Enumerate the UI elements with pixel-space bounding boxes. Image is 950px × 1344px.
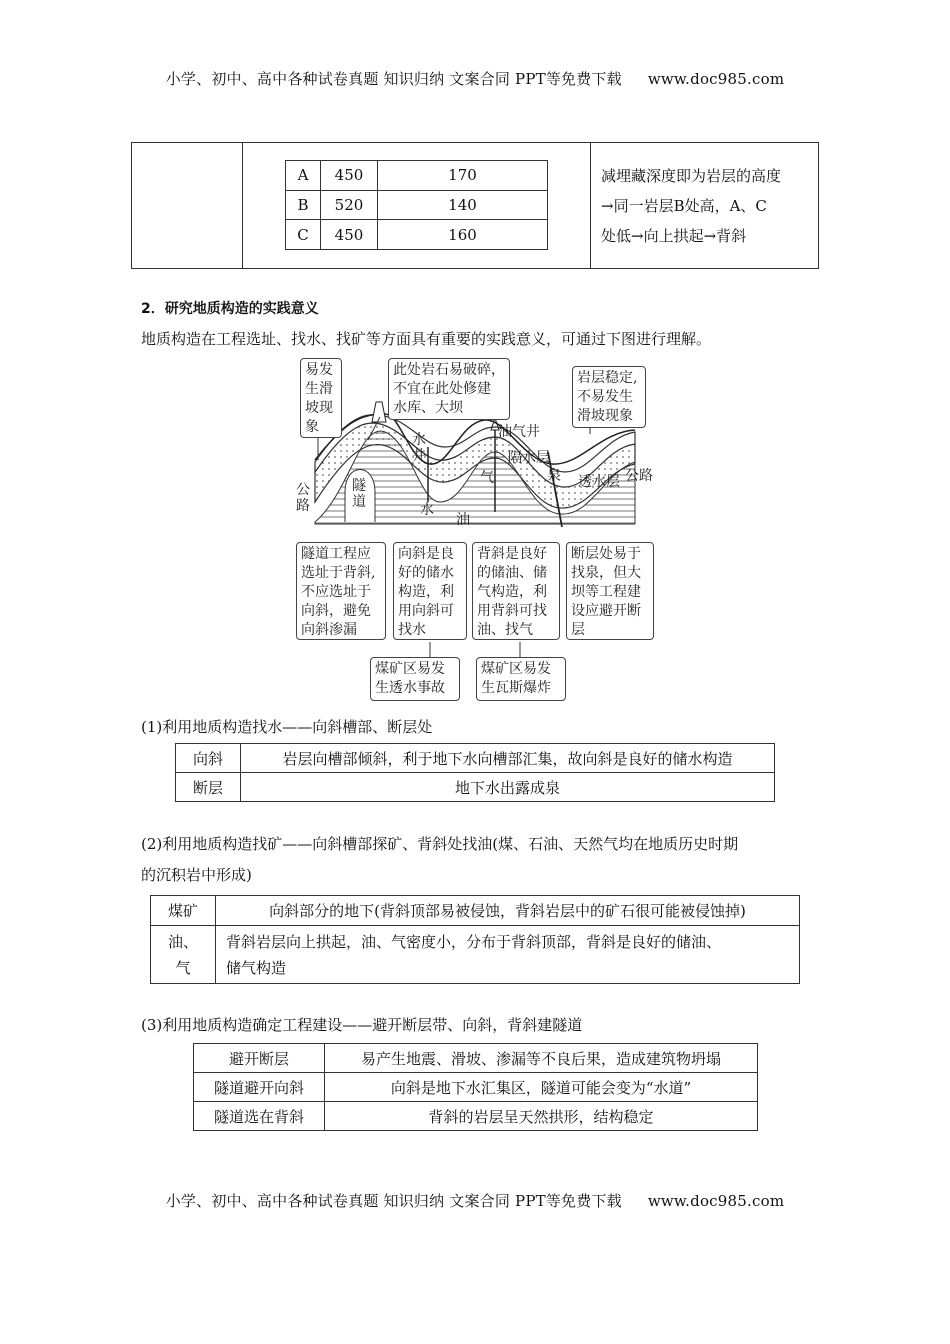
part2-title-line1: (2)利用地质构造找矿——向斜槽部探矿、背斜处找油(煤、石油、天然气均在地质历史时期	[141, 835, 739, 853]
box-line: 生滑	[305, 381, 333, 397]
box-coal-water	[370, 657, 460, 701]
table-value-cell: 易产生地震、滑坡、渗漏等不良后果，造成建筑物坍塌	[325, 1044, 758, 1073]
box-line: 不应选址于	[301, 584, 371, 600]
box-line: 水库、大坝	[393, 400, 463, 416]
part2-title-line2: 的沉积岩中形成)	[141, 866, 252, 884]
label-line: 井	[412, 448, 426, 464]
part1-title: (1)利用地质构造找水——向斜槽部、断层处	[141, 718, 433, 736]
inner-cell: C	[286, 220, 321, 250]
box-line: 背斜是良好	[477, 546, 547, 562]
top-table	[131, 142, 819, 269]
table-key-cell: 煤矿	[151, 896, 216, 926]
box-coal-gas	[476, 657, 566, 701]
table-value-cell: 向斜部分的地下(背斜顶部易被侵蚀，背斜岩层中的矿石很可能被侵蚀掉)	[216, 896, 800, 926]
inner-cell: 450	[321, 161, 378, 191]
table-row	[176, 773, 775, 802]
box-line: 易发	[305, 362, 333, 378]
box-line: 向斜是良	[398, 546, 454, 562]
label-aquifer: 透水层	[578, 474, 620, 490]
key-line: 气	[175, 958, 191, 977]
label-line: 水	[412, 432, 426, 448]
box-line: 不易发生	[577, 389, 633, 405]
table-key-cell: 隧道选在背斜	[194, 1102, 325, 1131]
top-table-empty-cell	[132, 143, 243, 269]
key-line: 油、	[167, 932, 198, 951]
label-oil-well: 油气井	[498, 424, 540, 440]
inner-cell: 520	[321, 190, 378, 220]
box-line: 生瓦斯爆炸	[481, 680, 551, 696]
inner-cell: 160	[378, 220, 548, 250]
table-row	[286, 220, 548, 250]
box-line: 找泉，但大	[571, 565, 641, 581]
note-line: →同一岩层B处高，A、C	[601, 196, 767, 215]
table-row	[194, 1073, 758, 1102]
table-value-cell: 向斜是地下水汇集区，隧道可能会变为“水道”	[325, 1073, 758, 1102]
box-landslide	[300, 358, 342, 438]
label-road-right: 公路	[625, 468, 653, 484]
table-row	[194, 1044, 758, 1073]
inner-table	[285, 160, 548, 250]
label-line: 隧	[352, 478, 366, 494]
box-line: 煤矿区易发	[481, 661, 551, 677]
label-line: 路	[296, 498, 310, 514]
top-table-note-cell	[591, 143, 819, 269]
geology-diagram	[290, 352, 660, 702]
box-line: 选址于背斜,	[301, 565, 376, 581]
box-line: 的储油、储	[477, 565, 547, 581]
box-line: 向斜，避免	[301, 603, 371, 619]
table-value-cell: 背斜的岩层呈天然拱形，结构稳定	[325, 1102, 758, 1131]
note-line: 减埋藏深度即为岩层的高度	[601, 166, 782, 185]
table-row	[286, 190, 548, 220]
box-line: 用向斜可	[398, 603, 454, 619]
label-water: 水	[420, 502, 434, 518]
box-syncline	[393, 542, 467, 640]
box-line: 此处岩石易破碎，	[393, 362, 505, 378]
box-line: 构造，利	[398, 584, 454, 600]
box-broken-rock	[388, 358, 510, 420]
page-footer	[0, 1190, 950, 1211]
box-line: 用背斜可找	[477, 603, 547, 619]
table-value-cell: 岩层向槽部倾斜，利于地下水向槽部汇集，故向斜是良好的储水构造	[241, 744, 775, 773]
header-site: www.doc985.com	[647, 70, 785, 88]
part1-table	[175, 743, 775, 802]
box-line: 隧道工程应	[301, 546, 371, 562]
box-line: 气构造，利	[477, 584, 547, 600]
box-line: 坡现	[305, 400, 333, 416]
part2-table	[150, 895, 800, 984]
section-intro: 地质构造在工程选址、找水、找矿等方面具有重要的实践意义，可通过下图进行理解。	[141, 330, 712, 348]
value-line: 储气构造	[226, 958, 287, 977]
table-key-cell: 避开断层	[194, 1044, 325, 1073]
box-line: 设应避开断	[571, 603, 641, 619]
table-row	[286, 161, 548, 191]
inner-cell: 140	[378, 190, 548, 220]
part3-title: (3)利用地质构造确定工程建设——避开断层带、向斜，背斜建隧道	[141, 1016, 583, 1034]
box-line: 岩层稳定,	[577, 370, 638, 386]
header-text: 小学、初中、高中各种试卷真题 知识归纳 文案合同 PPT等免费下载	[165, 70, 622, 88]
label-road-left	[296, 482, 312, 514]
table-row	[176, 744, 775, 773]
value-line: 背斜岩层向上拱起，油、气密度小，分布于背斜顶部，背斜是良好的储油、	[226, 932, 722, 951]
table-value-cell: 地下水出露成泉	[241, 773, 775, 802]
top-table-data-cell	[243, 143, 591, 269]
footer-text: 小学、初中、高中各种试卷真题 知识归纳 文案合同 PPT等免费下载	[165, 1192, 622, 1210]
box-tunnel	[296, 542, 386, 640]
box-line: 断层处易于	[571, 546, 641, 562]
box-fault	[566, 542, 654, 640]
page-header	[0, 68, 950, 89]
box-line: 坝等工程建	[571, 584, 641, 600]
box-line: 油、找气	[477, 622, 533, 638]
part3-table	[193, 1043, 758, 1131]
label-water-well	[412, 432, 428, 464]
table-value-cell	[216, 926, 800, 984]
label-spring: 泉	[547, 468, 561, 484]
box-line: 好的储水	[398, 565, 454, 581]
table-key-cell: 隧道避开向斜	[194, 1073, 325, 1102]
box-line: 层	[571, 622, 585, 638]
box-line: 煤矿区易发	[375, 661, 445, 677]
table-row	[151, 896, 800, 926]
box-line: 不宜在此处修建	[393, 381, 491, 397]
label-oil: 油	[456, 512, 470, 528]
box-line: 生透水事故	[375, 680, 445, 696]
box-stable	[572, 366, 646, 428]
section-title: 2．研究地质构造的实践意义	[141, 301, 319, 317]
label-line: 公	[296, 482, 310, 498]
box-line: 找水	[398, 622, 426, 638]
inner-cell: B	[286, 190, 321, 220]
table-row	[151, 926, 800, 984]
label-line: 道	[352, 494, 366, 510]
inner-cell: 170	[378, 161, 548, 191]
inner-cell: 450	[321, 220, 378, 250]
table-key-cell: 向斜	[176, 744, 241, 773]
inner-cell: A	[286, 161, 321, 191]
table-key-cell: 断层	[176, 773, 241, 802]
table-key-cell	[151, 926, 216, 984]
footer-site: www.doc985.com	[647, 1192, 785, 1210]
note-line: 处低→向上拱起→背斜	[601, 226, 747, 245]
table-row	[194, 1102, 758, 1131]
box-line: 象	[305, 419, 319, 435]
box-line: 滑坡现象	[577, 408, 633, 424]
label-gas: 气	[480, 470, 494, 486]
box-line: 向斜渗漏	[301, 622, 357, 638]
label-tunnel	[352, 478, 368, 510]
box-anticline	[472, 542, 560, 640]
label-aquiclude: 隔水层	[508, 450, 550, 466]
